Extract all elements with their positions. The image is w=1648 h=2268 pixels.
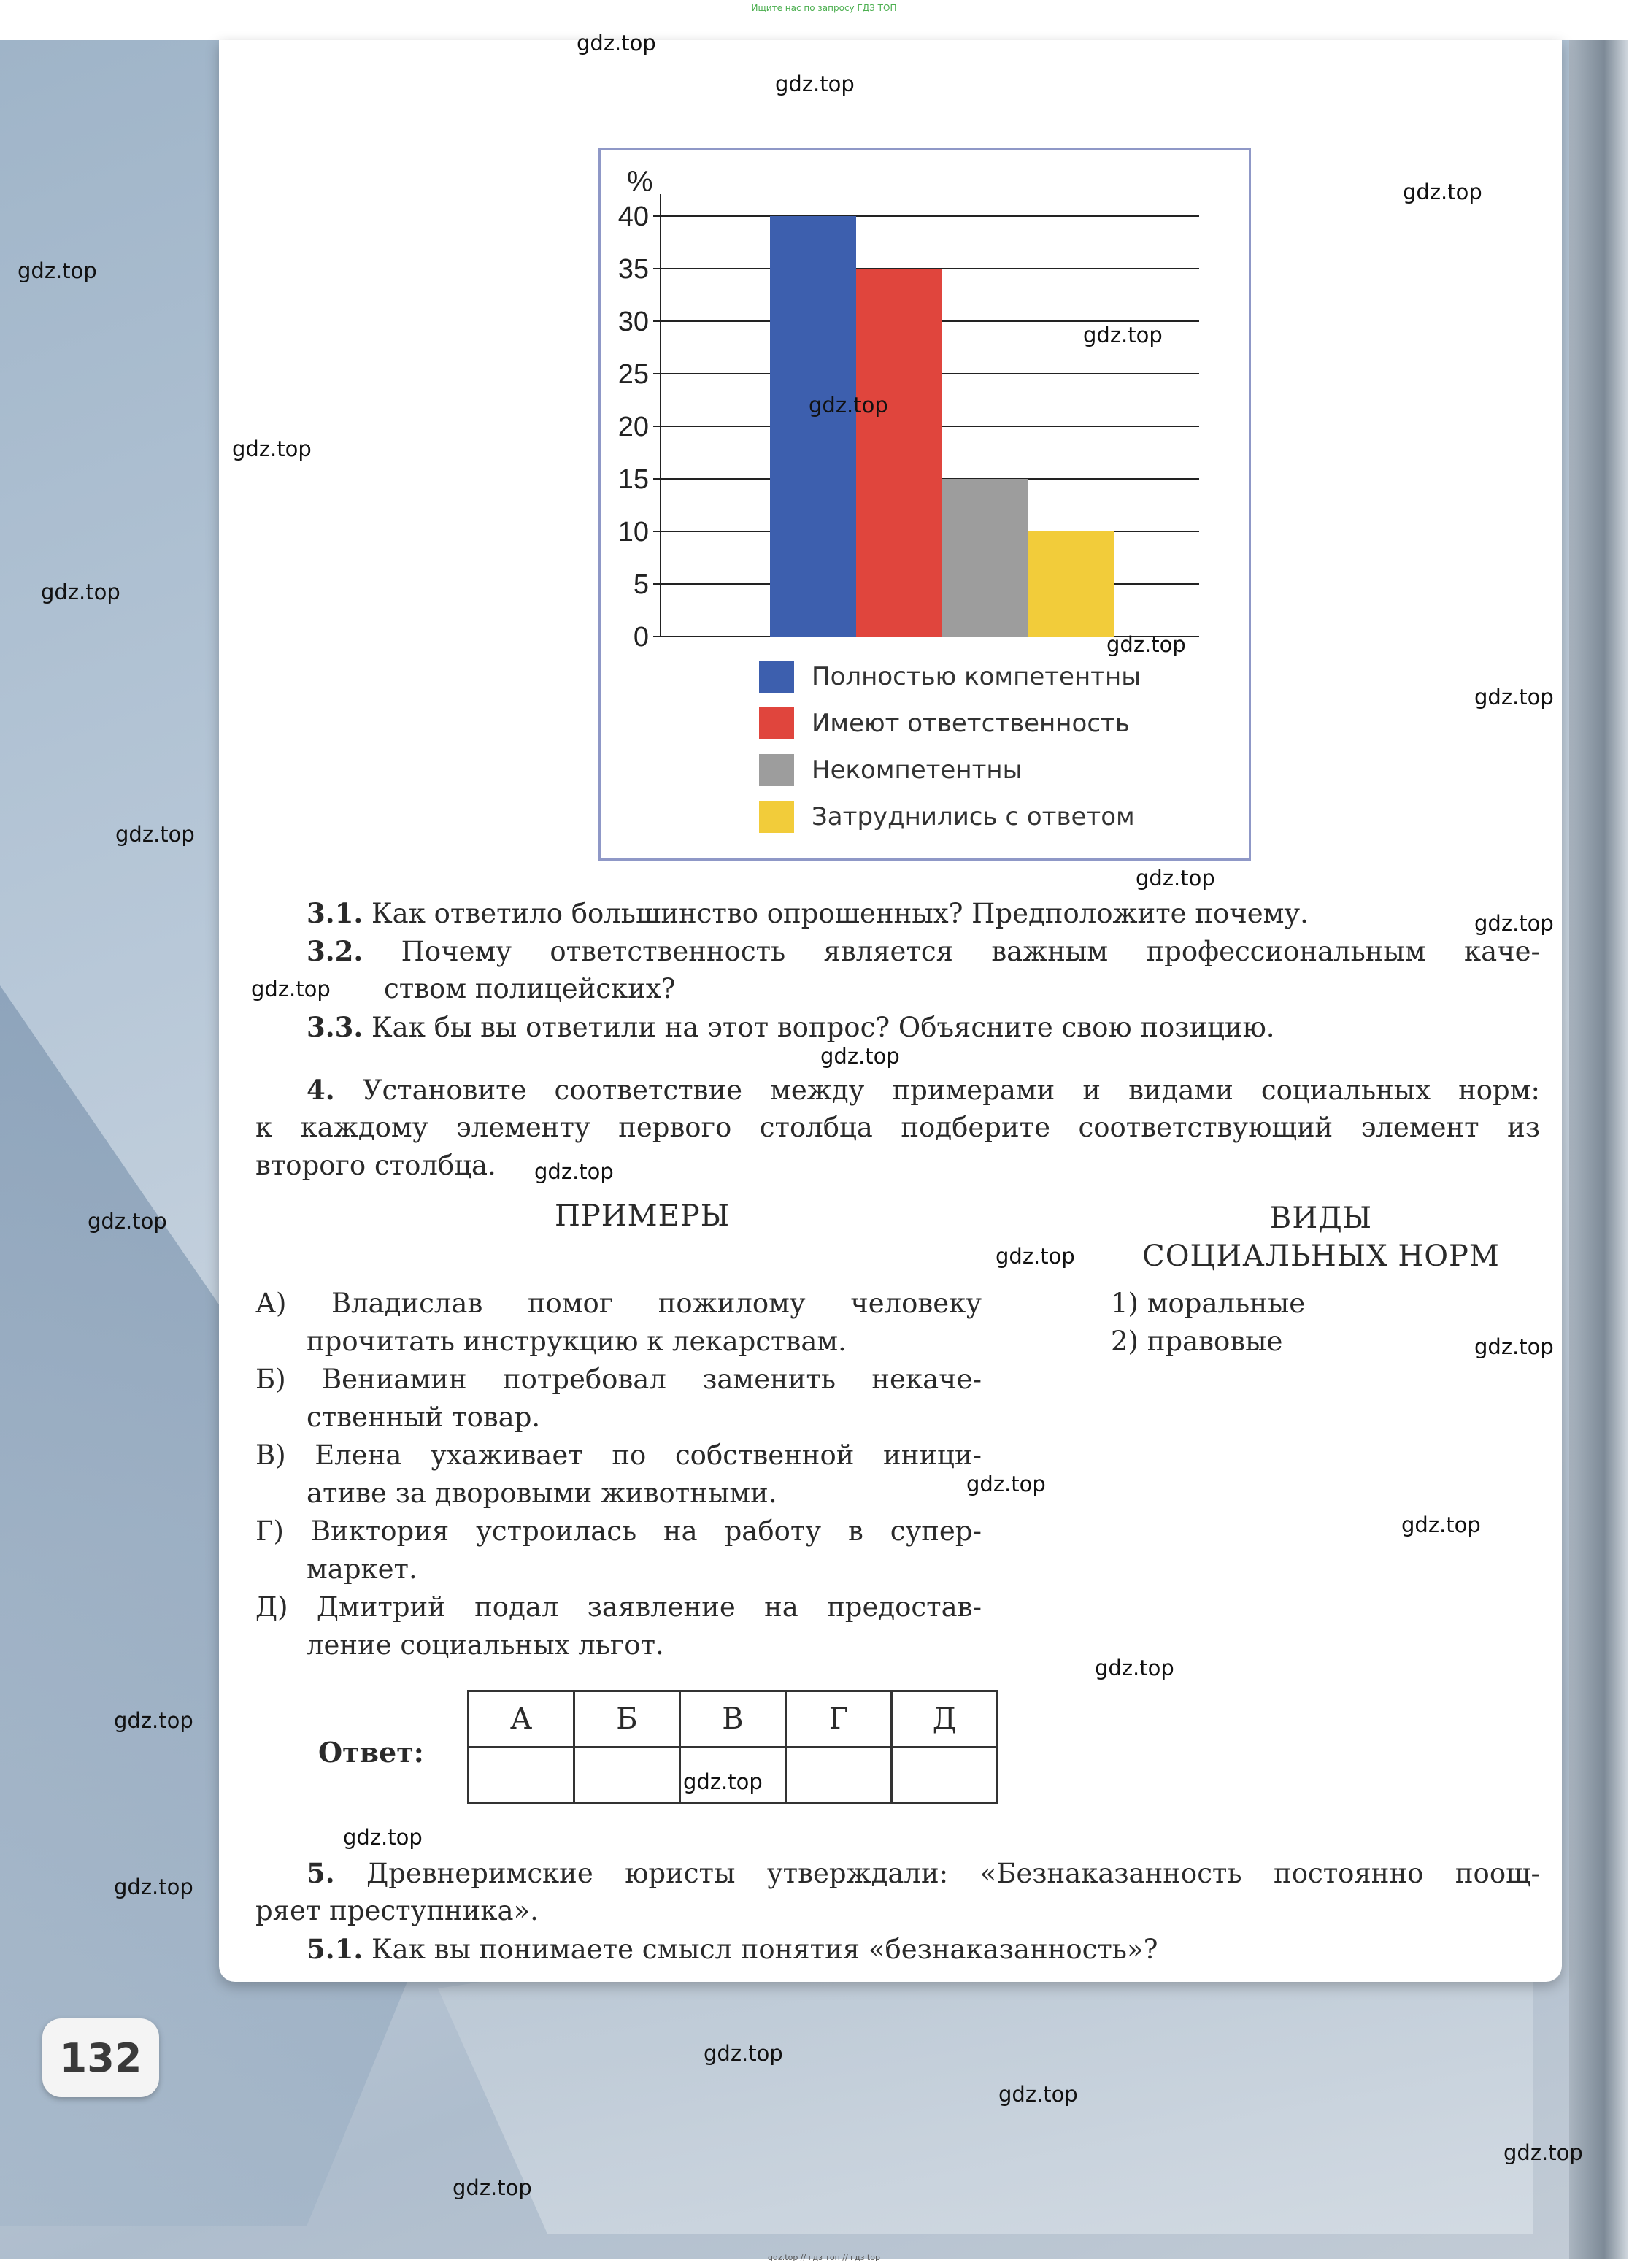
watermark: gdz.top (683, 1769, 763, 1794)
bar-1 (770, 216, 856, 637)
task-5-line-2: ряет преступника». (255, 1895, 539, 1926)
y-tick-label: 5 (633, 569, 649, 600)
norm-1: 1) моральные (1111, 1288, 1306, 1319)
watermark: gdz.top (534, 1159, 614, 1184)
question-3-1: 3.1. Как ответило большинство опрошенных? Предположите почему. (307, 897, 1309, 929)
watermark: gdz.top (1106, 632, 1186, 657)
watermark: gdz.top (115, 822, 195, 847)
answer-cell-d[interactable] (892, 1748, 998, 1804)
y-tick-label: 40 (617, 201, 649, 232)
watermark: gdz.top (1083, 323, 1163, 347)
watermark: gdz.top (114, 1708, 193, 1733)
watermark: gdz.top (232, 437, 312, 461)
legend-swatch (759, 754, 794, 786)
task-4-line-3: второго столбца. (255, 1150, 496, 1181)
example-a-line-1: А) Владислав помог пожилому человеку (255, 1288, 982, 1319)
watermark: gdz.top (577, 31, 656, 55)
watermark: gdz.top (998, 2082, 1078, 2107)
watermark: gdz.top (775, 72, 855, 96)
watermark: gdz.top (1474, 685, 1554, 710)
watermark: gdz.top (453, 2175, 532, 2200)
answer-header-a: А (469, 1691, 574, 1748)
watermark: gdz.top (18, 258, 97, 283)
watermark: gdz.top (343, 1825, 423, 1850)
legend-swatch (759, 801, 794, 833)
y-tick-label: 30 (617, 307, 649, 337)
example-e-line-2: ление социальных льгот. (307, 1629, 664, 1661)
y-axis-unit: % (627, 166, 653, 198)
question-3-2: 3.2. Почему ответственность является важным профессиональным каче- (307, 935, 1540, 967)
example-e-line-1: Д) Дмитрий подал заявление на предостав- (255, 1591, 982, 1623)
y-tick-label: 35 (617, 254, 649, 285)
watermark: gdz.top (251, 977, 331, 1002)
answer-header-row (469, 1691, 998, 1748)
example-b-line-1: Б) Вениамин потребовал заменить некаче- (255, 1364, 982, 1395)
legend-item (759, 653, 1141, 700)
top-note[interactable]: Ищите нас по запросу ГДЗ ТОП (751, 3, 897, 13)
example-c-line-2: ативе за дворовыми животными. (307, 1477, 777, 1509)
question-3-2-cont: ством полицейских? (384, 973, 676, 1004)
task-4-line-1: 4. Установите соответствие между примерами и видами социальных норм: (307, 1074, 1540, 1106)
watermark: gdz.top (809, 393, 888, 418)
example-a-line-2: прочитать инструкцию к лекарствам. (307, 1326, 847, 1357)
norms-heading-2: СОЦИАЛЬНЫХ НОРМ (1142, 1239, 1500, 1273)
answer-cell-a[interactable] (469, 1748, 574, 1804)
example-d-line-1: Г) Виктория устроилась на работу в супер- (255, 1515, 982, 1547)
y-tick-label: 25 (617, 359, 649, 390)
bottom-note[interactable]: gdz.top // гдз топ // гдз top (768, 2253, 880, 2262)
y-tick-label: 0 (633, 622, 649, 653)
watermark: gdz.top (996, 1244, 1075, 1269)
answer-header-v: В (680, 1691, 786, 1748)
y-tick-label: 10 (617, 517, 649, 547)
chart-legend (759, 653, 1141, 840)
watermark: gdz.top (88, 1209, 167, 1234)
answer-header-g: Г (786, 1691, 892, 1748)
watermark: gdz.top (1474, 911, 1554, 936)
legend-label: Полностью компетентны (812, 662, 1141, 691)
question-3-3: 3.3. Как бы вы ответили на этот вопрос? Объясните свою позицию. (307, 1011, 1275, 1043)
watermark: gdz.top (114, 1875, 193, 1899)
norm-2: 2) правовые (1111, 1326, 1283, 1357)
legend-item (759, 747, 1141, 793)
y-tick-label: 20 (617, 412, 649, 442)
bar-3 (942, 479, 1028, 637)
watermark: gdz.top (704, 2041, 783, 2066)
task-5-1: 5.1. Как вы понимаете смысл понятия «безнаказанность»? (307, 1933, 1158, 1965)
answer-label: Ответ: (318, 1736, 424, 1769)
answer-cell-g[interactable] (786, 1748, 892, 1804)
watermark: gdz.top (41, 580, 120, 604)
legend-swatch (759, 661, 794, 693)
example-d-line-2: маркет. (307, 1553, 417, 1585)
watermark: gdz.top (1474, 1334, 1554, 1359)
watermark: gdz.top (820, 1044, 900, 1069)
book-edge (1569, 40, 1628, 2259)
legend-label: Затруднились с ответом (812, 802, 1135, 831)
legend-item (759, 700, 1141, 747)
examples-heading: ПРИМЕРЫ (554, 1199, 731, 1233)
watermark: gdz.top (1401, 1512, 1481, 1537)
page-number: 132 (42, 2018, 159, 2097)
y-tick-label: 15 (617, 464, 649, 495)
watermark: gdz.top (1403, 180, 1482, 204)
legend-item (759, 793, 1141, 840)
legend-label: Некомпетентны (812, 756, 1023, 785)
task-4-line-2: к каждому элементу первого столбца подберите соответствующий элемент из (255, 1112, 1540, 1143)
watermark: gdz.top (1136, 866, 1215, 891)
task-5-line-1: 5. Древнеримские юристы утверждали: «Безнаказанность постоянно поощ- (307, 1857, 1540, 1889)
answer-header-d: Д (892, 1691, 998, 1748)
watermark: gdz.top (966, 1472, 1046, 1496)
watermark: gdz.top (1095, 1656, 1174, 1680)
answer-cell-b[interactable] (574, 1748, 680, 1804)
example-b-line-2: ственный товар. (307, 1402, 541, 1433)
legend-swatch (759, 707, 794, 739)
example-c-line-1: В) Елена ухаживает по собственной иници- (255, 1439, 982, 1471)
norms-heading-1: ВИДЫ (1269, 1202, 1373, 1235)
legend-label: Имеют ответственность (812, 709, 1130, 738)
bar-4 (1028, 531, 1114, 637)
bar-2 (856, 269, 942, 637)
watermark: gdz.top (1503, 2140, 1583, 2165)
answer-header-b: Б (574, 1691, 680, 1748)
